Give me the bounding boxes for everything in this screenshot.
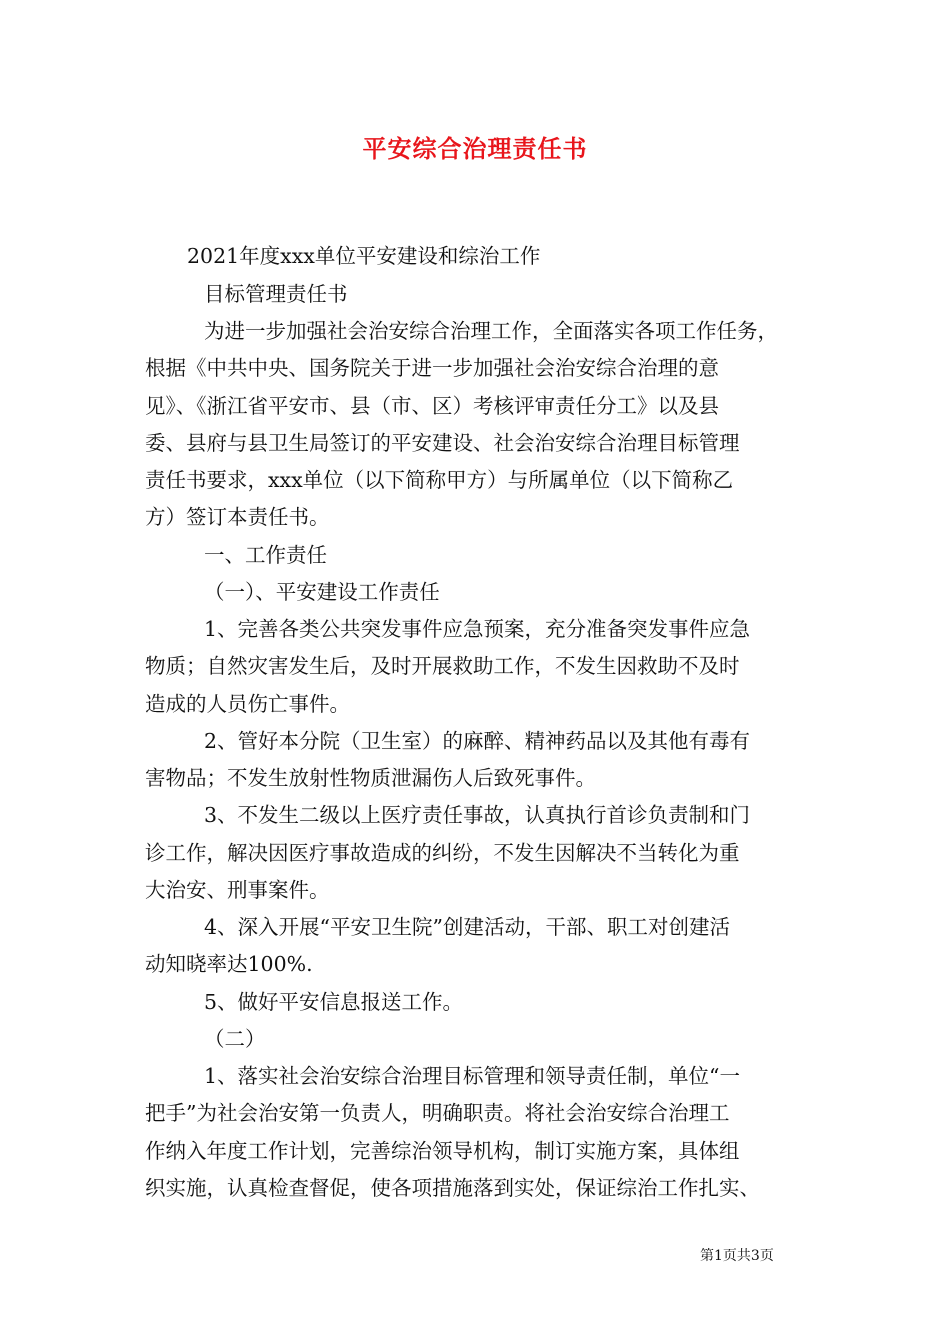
text-line: 1、完善各类公共突发事件应急预案，充分准备突发事件应急: [204, 617, 751, 641]
text-line: 诊工作，解决因医疗事故造成的纠纷，不发生因解决不当转化为重: [145, 841, 740, 865]
text-line: 4、深入开展“平安卫生院”创建活动，干部、职工对创建活: [204, 915, 731, 939]
subsection-heading: （一）、平安建设工作责任: [204, 580, 440, 604]
text-line: 害物品；不发生放射性物质泄漏伤人后致死事件。: [145, 766, 596, 790]
text-line: 责任书要求，xxx单位（以下简称甲方）与所属单位（以下简称乙: [145, 468, 734, 492]
text-line: 5、做好平安信息报送工作。: [204, 990, 464, 1014]
text-line: 见》、《浙江省平安市、县（市、区）考核评审责任分工》以及县: [145, 394, 719, 418]
text-line: 2021年度xxx单位平安建设和综治工作: [187, 244, 541, 268]
text-line: 根据《中共中央、国务院关于进一步加强社会治安综合治理的意: [145, 356, 719, 380]
text-line: 作纳入年度工作计划，完善综治领导机构，制订实施方案，具体组: [145, 1139, 740, 1163]
text-line: 目标管理责任书: [204, 282, 348, 306]
text-line: 方）签订本责任书。: [145, 505, 330, 529]
text-line: 3、不发生二级以上医疗责任事故，认真执行首诊负责制和门: [204, 803, 751, 827]
page-number: 第1页共3页: [700, 1248, 774, 1264]
text-line: 大治安、刑事案件。: [145, 878, 330, 902]
text-line: 动知晓率达100%.: [145, 952, 313, 976]
text-line: 2、管好本分院（卫生室）的麻醉、精神药品以及其他有毒有: [204, 729, 751, 753]
text-line: 为进一步加强社会治安综合治理工作，全面落实各项工作任务，: [204, 319, 778, 343]
section-heading: 一、工作责任: [204, 543, 327, 567]
text-line: 造成的人员伤亡事件。: [145, 692, 350, 716]
text-line: 把手”为社会治安第一负责人，明确职责。将社会治安综合治理工: [145, 1101, 730, 1125]
text-line: 织实施，认真检查督促，使各项措施落到实处，保证综治工作扎实、: [145, 1176, 760, 1200]
text-line: 物质；自然灾害发生后，及时开展救助工作，不发生因救助不及时: [145, 654, 740, 678]
text-line: 1、落实社会治安综合治理目标管理和领导责任制，单位“一: [204, 1064, 741, 1088]
subsection-heading: （二）: [204, 1027, 266, 1051]
document-title: 平安综合治理责任书: [362, 134, 588, 163]
text-line: 委、县府与县卫生局签订的平安建设、社会治安综合治理目标管理: [145, 431, 740, 455]
